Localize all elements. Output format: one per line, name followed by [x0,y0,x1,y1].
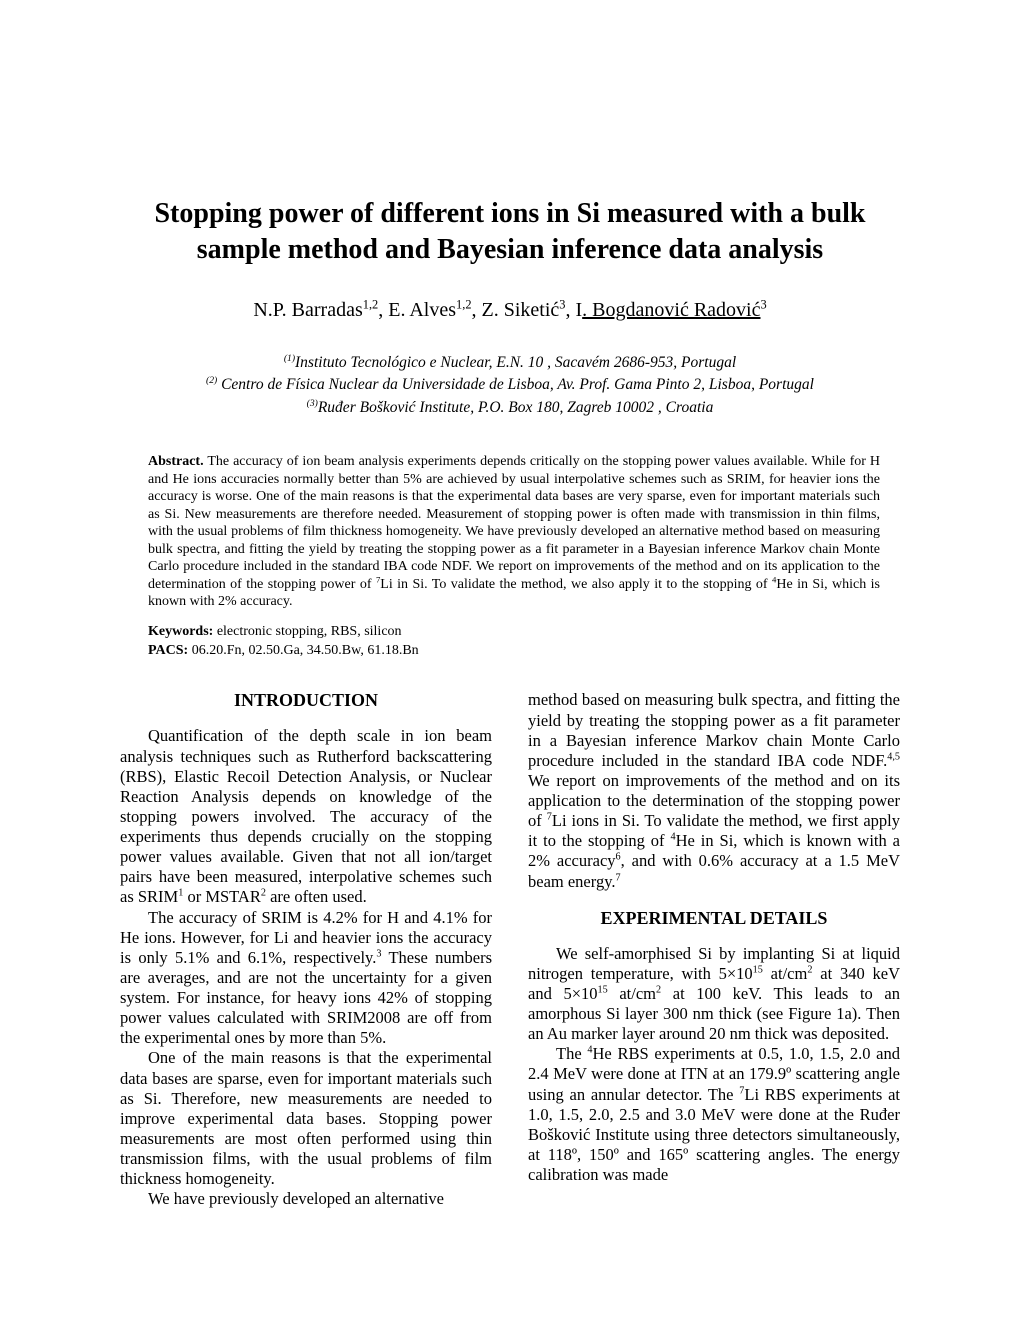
paragraph: The accuracy of SRIM is 4.2% for H and 4.1% for He ions. However, for Li and heavier ions the accuracy is only 5.1% and 6.1%, respectively.$^3$ These numbers are averages, and are not the uncertainty for a given system. For instance, for heavy ions 42% of stopping power values calculated with SRIM2008 are off from the experimental ones by more than 5%. [120,907,492,1048]
two-column-body [120,690,900,1209]
keywords-line [148,623,880,642]
section-heading-introduction: INTRODUCTION [233,690,379,711]
pacs-text: 06.20.Fn, 02.50.Ga, 34.50.Bw, 61.18.Bn [188,642,419,658]
paper-title: Stopping power of different ions in Si measured with a bulk sample method and Bayesian inference data analysis [154,198,866,266]
authors-line: N.P. Barradas$^{1,2}$, E. Alves$^{1,2}$, Z. Siketić$^3$, I. Bogdanović Radović$^3$ [253,297,767,321]
paragraph: We self-amorphised Si by implanting Si at liquid nitrogen temperature, with $5\times 10^{15}$ $at/cm^2$ at 340 keV and $5\times 10^{15}$ $at/cm^2$ at 100 keV. This leads to an amorphous Si layer 300 nm thick (see Figure 1a). Then an Au marker layer around 20 nm thick was deposited. [528,943,900,1044]
paragraph: Quantification of the depth scale in ion beam analysis techniques such as Rutherford backscattering (RBS), Elastic Recoil Detection Analysis, or Nuclear Reaction Analysis depends on knowledge of the stopping powers involved. The accuracy of the experiments thus depends crucially on the stopping power values available. Given that not all ion/target pairs have been measured, interpolative schemes such as SRIM$^1$ or MSTAR$^2$ are often used. [120,726,492,907]
pacs-label: PACS: [148,642,189,658]
left-column [120,690,492,1209]
abstract-text: The accuracy of ion beam analysis experiments depends critically on the stopping power values available. While for H and He ions accuracies normally better than 5% are achieved by usual interpolative schemes such as SRIM, for heavier ions the accuracy is worse. One of the main reasons is that the experimental data bases are very sparse, even for important materials such as Si. New measurements are therefore needed. Measurement of stopping power is often made with transmission in thin films, with the usual problems of film thickness homogeneity. We have previously developed an alternative method based on measuring bulk spectra, and fitting the yield by treating the stopping power as a fit parameter in a Bayesian inference Markov chain Monte Carlo procedure included in the standard IBA code NDF. We report on improvements of the method and on its application to the determination of the stopping power of $^7$Li in Si. To validate the method, we also apply it to the stopping of $^4$He in Si, which is known with 2% accuracy. [148,454,880,610]
affiliation-line-1: $^{(1)}$Instituto Tecnológico e Nuclear, E.N. 10 , Sacavém 2686-953, Portugal [283,352,737,371]
abstract-label: Abstract. [148,454,204,470]
paragraph: The $^4$He RBS experiments at 0.5, 1.0, 1.5, 2.0 and 2.4 MeV were done at ITN at an 179.9º scattering angle using an annular detector. The $^7$Li RBS experiments at 1.0, 1.5, 2.0, 2.5 and 3.0 MeV were done at the Ruđer Bošković Institute using three detectors simultaneously, at 118º, 150º and 165º scattering angles. The energy calibration was made [528,1044,901,1185]
paragraph: method based on measuring bulk spectra, and fitting the yield by treating the stopping power as a fit parameter in a Bayesian inference Markov chain Monte Carlo procedure included in the standard IBA code NDF.$^{4,5}$ We report on improvements of the method and on its application to the determination of the stopping power of $^7$Li ions in Si. To validate the method, we first apply it to the stopping of $^4$He in Si, which is known with a 2% accuracy$^6$, and with 0.6% accuracy at a 1.5 MeV beam energy.$^7$ [528,690,901,891]
section-heading-experimental-details: EXPERIMENTAL DETAILS [600,907,828,928]
abstract-paragraph [148,453,880,611]
pacs-line [148,642,880,661]
keywords-text: electronic stopping, RBS, silicon [213,623,402,639]
affiliations-block [120,352,900,419]
paragraph: One of the main reasons is that the experimental data bases are sparse, even for important materials such as Si. Therefore, new measurements are needed to improve experimental data bases. Stopping power measurements are most often performed using thin transmission films, with the usual problems of film thickness homogeneity. [120,1048,492,1189]
affiliation-line-2: $^{(2)}$ Centro de Física Nuclear da Universidade de Lisboa, Av. Prof. Gama Pinto 2, Lisboa, Portugal [206,375,814,394]
keywords-label: Keywords: [148,623,214,639]
paragraph: We have previously developed an alternative [148,1189,445,1209]
affiliation-line-3: $^{(3)}$Ruđer Bošković Institute, P.O. Box 180, Zagreb 10002 , Croatia [306,397,714,416]
right-column [528,690,900,1209]
